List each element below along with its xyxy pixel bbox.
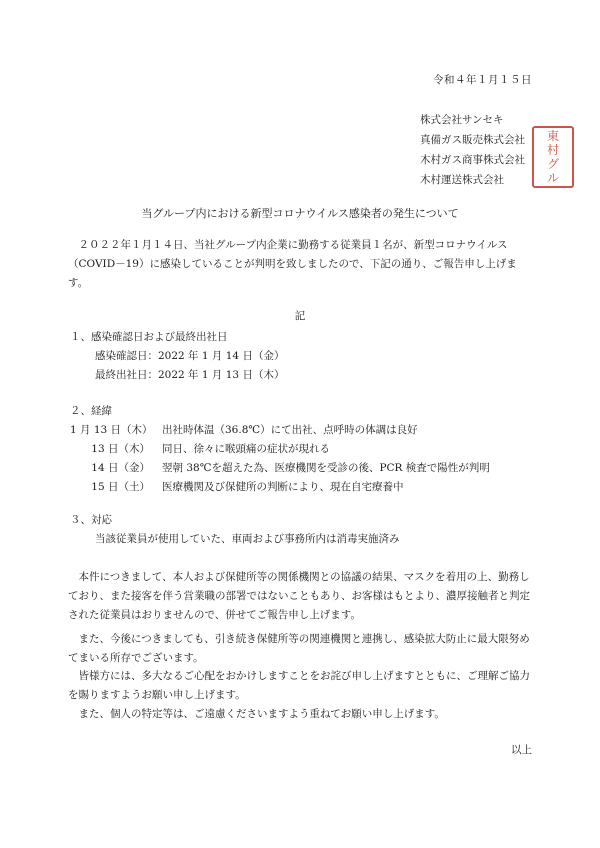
response-line: 当該従業員が使用していた、車両および事務所内は消毒実施済み	[95, 533, 400, 545]
company-name: 真備ガス販売株式会社	[420, 134, 525, 146]
document-date: 令和４年１月１５日	[433, 74, 532, 86]
document-title: 当グループ内における新型コロナウイルス感染者の発生について	[141, 207, 459, 220]
timeline-text: 出社時体温（36.8℃）にて出社、点呼時の体調は良好	[162, 424, 418, 436]
timeline-text: 医療機関及び保健所の判断により、現在自宅療養中	[162, 481, 404, 493]
timeline-text: 同日、徐々に喉頭痛の症状が現れる	[162, 443, 330, 455]
apology-paragraph: 皆様方には、多大なるご心配をおかけしますことをお詫び申し上げますとともに、ご理解ご協力を賜りますようお願い申し上げます。	[68, 670, 530, 701]
intro-paragraph: ２０２２年１月１４日、当社グループ内企業に勤務する従業員１名が、新型コロナウイルス（COVID－19）に感染していることが判明を致しましたので、下記の通り、ご報告申し上げます。	[68, 239, 517, 289]
issuer-companies	[420, 110, 525, 190]
timeline-row	[70, 459, 490, 478]
timeline-date: 14 日（金）	[91, 462, 150, 474]
closing-mark: 以上	[511, 744, 532, 756]
section-infection-dates	[70, 328, 284, 385]
consultation-paragraph: 本件につきまして、本人および保健所等の関係機関との協議の結果、マスクを着用の上、勤務しており、また接客を伴う営業職の部署ではないこともあり、お客様はもとより、濃厚接触者と判定された従業員はおりませんので、併せてご報告申し上げます。	[68, 571, 530, 621]
company-seal-stamp: 東 村 グ ル	[532, 126, 574, 188]
company-name: 木村ガス商事株式会社	[420, 154, 525, 166]
confirmation-date-line: 感染確認日：2022 年 1 月 14 日（金）	[95, 350, 285, 362]
last-attendance-line: 最終出社日：2022 年 1 月 13 日（木）	[95, 369, 285, 381]
timeline-date: 13 日（木）	[91, 443, 150, 455]
section-response	[70, 511, 400, 549]
prevention-paragraph: また、今後につきましても、引き続き保健所等の関連機関と連携し、感染拡大防止に最大限努めてまいる所存でございます。	[68, 633, 530, 664]
privacy-paragraph: また、個人の特定等は、ご遠慮くださいますよう重ねてお願い申し上げます。	[68, 708, 445, 720]
timeline-date: 1 月 13 日（木）	[70, 424, 153, 436]
timeline-row	[70, 440, 490, 459]
timeline-row	[70, 478, 490, 497]
section-heading: １、感染確認日および最終出社日	[70, 331, 228, 343]
timeline-date: 15 日（土）	[91, 481, 150, 493]
timeline-text: 翌朝 38℃を超えた為、医療機関を受診の後、PCR 検査で陽性が判明	[162, 462, 490, 474]
timeline-row	[70, 421, 490, 440]
company-name: 株式会社サンセキ	[420, 114, 504, 126]
ki-heading: 記	[294, 310, 306, 322]
section-heading: ３、対応	[70, 514, 112, 526]
section-heading: ２、経緯	[70, 405, 112, 417]
company-name: 木村運送株式会社	[420, 174, 504, 186]
section-timeline	[70, 402, 490, 497]
